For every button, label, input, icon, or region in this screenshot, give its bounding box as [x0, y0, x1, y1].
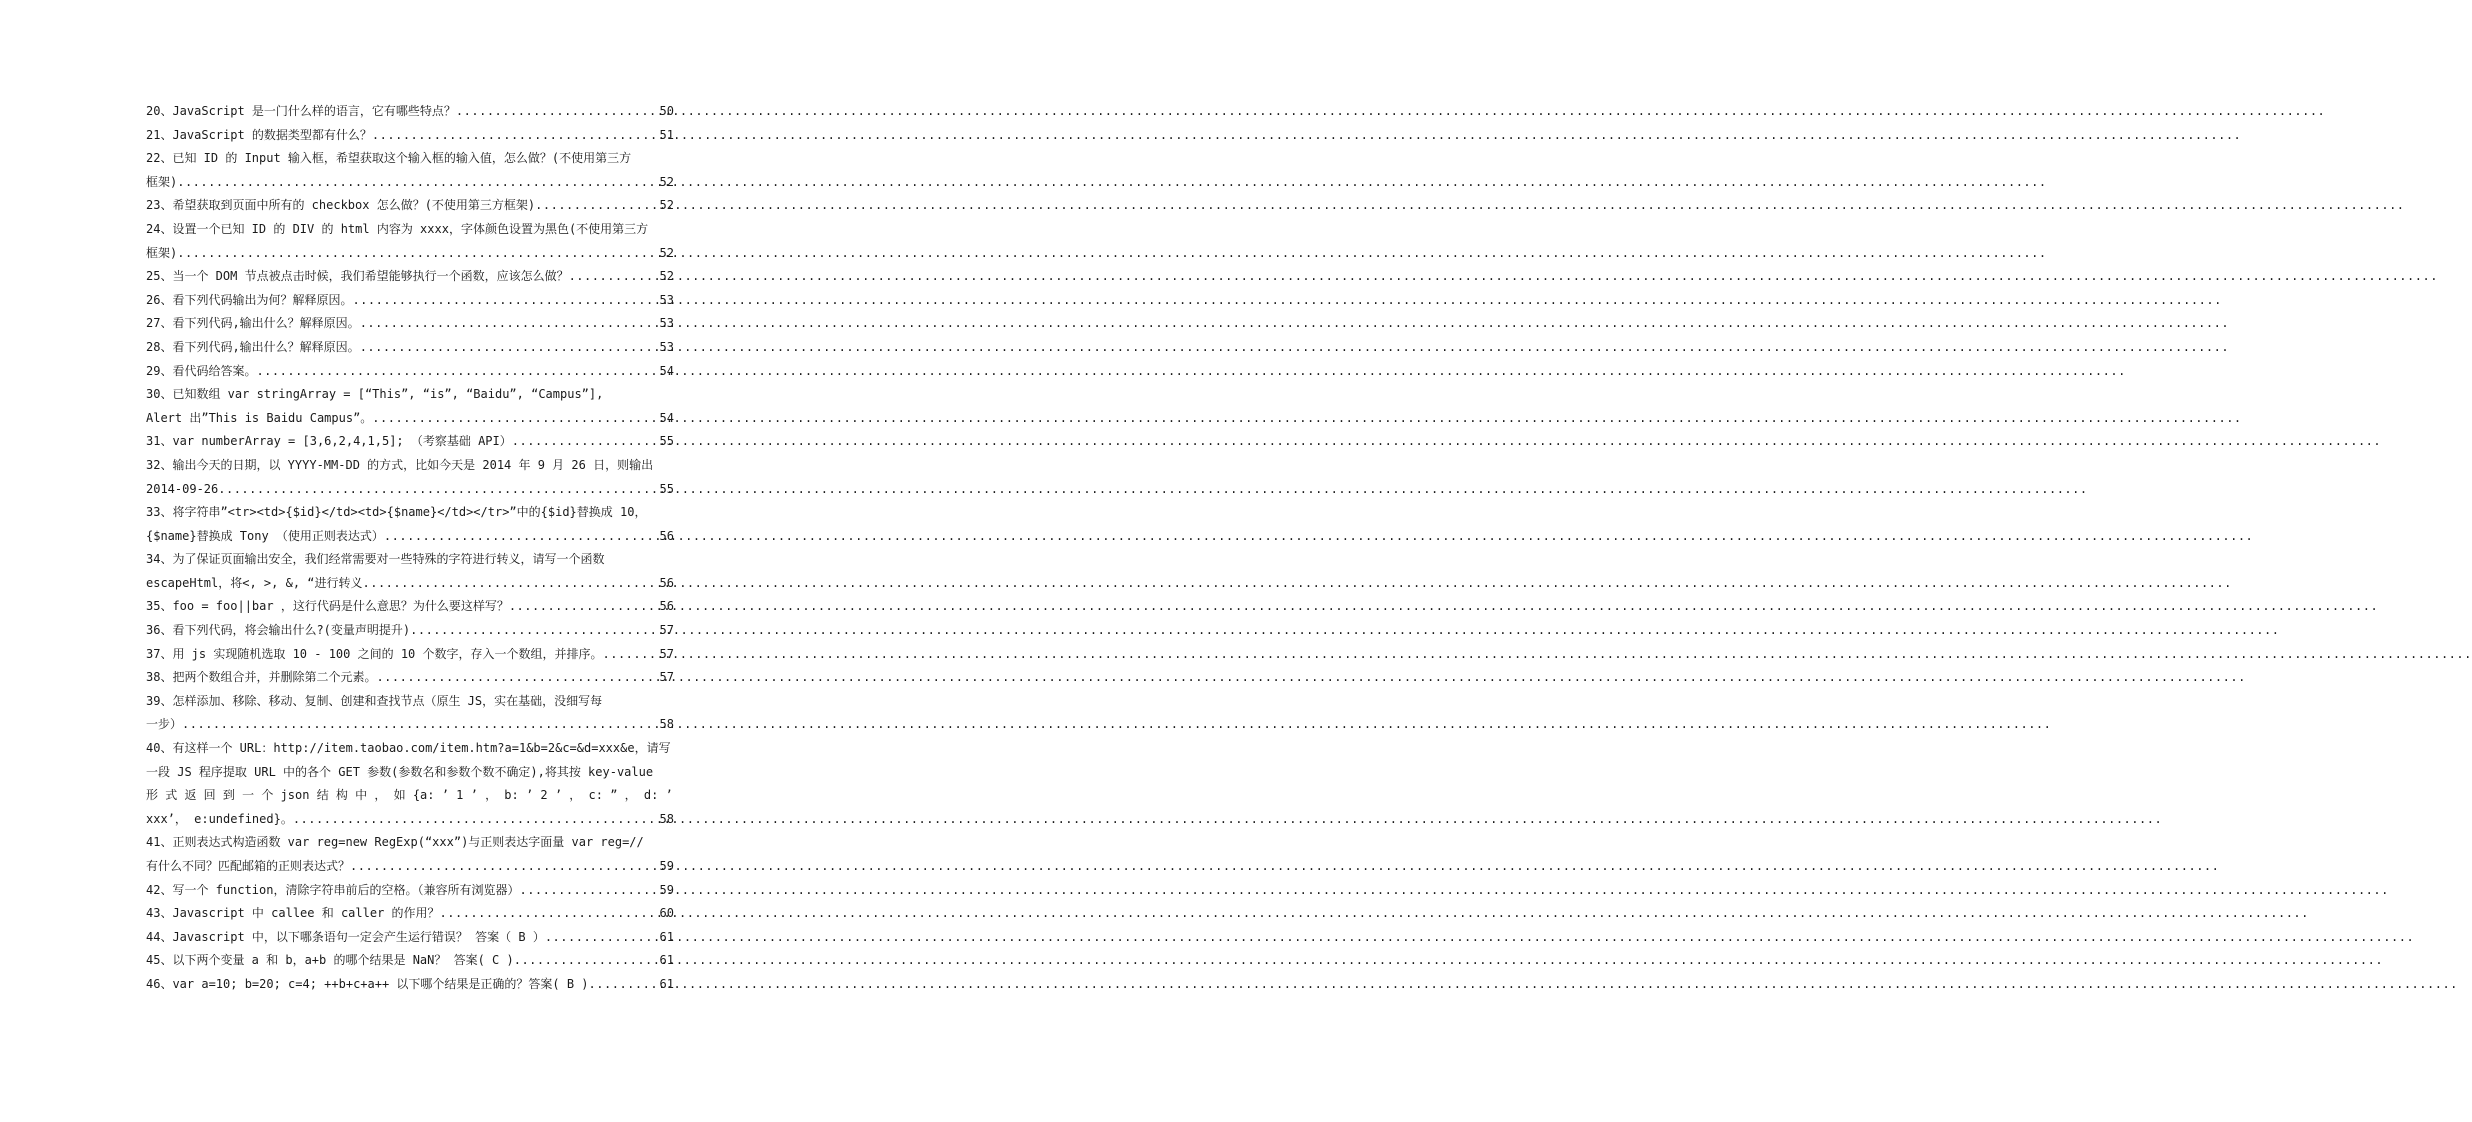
toc-entry[interactable] [146, 265, 674, 289]
toc-entry-text: 27、看下列代码,输出什么？解释原因。 [146, 316, 360, 331]
toc-entry-text: 20、JavaScript 是一门什么样的语言，它有哪些特点？ [146, 104, 456, 118]
toc-entry-text: 21、JavaScript 的数据类型都有什么？ [146, 127, 372, 142]
toc-entry-text: 26、看下列代码输出为何？解释原因。 [146, 292, 353, 307]
toc-entry[interactable] [146, 383, 674, 430]
toc-page-number: 56 [659, 599, 674, 614]
toc-entry[interactable] [146, 336, 674, 360]
toc-entry-text: 25、当一个 DOM 节点被点击时候，我们希望能够执行一个函数，应该怎么做？ [146, 269, 569, 284]
dot-leader [360, 336, 658, 360]
dot-leader [218, 478, 657, 502]
toc-entry[interactable] [146, 194, 674, 218]
toc-entry[interactable] [146, 973, 674, 997]
toc-entry-text: 框架) [146, 245, 178, 260]
toc-entry[interactable] [146, 902, 674, 926]
dot-leader [535, 194, 657, 218]
toc-page-number: 58 [659, 717, 674, 732]
toc-entry-text: 23、希望获取到页面中所有的 checkbox 怎么做？(不使用第三方框架) [146, 198, 536, 213]
dot-leader [569, 265, 658, 289]
toc-page-number: 56 [659, 528, 674, 543]
toc-entry-text: 45、以下两个变量 a 和 b，a+b 的哪个结果是 NaN？ 答案( C ) [146, 953, 514, 968]
toc-page-number: 60 [659, 906, 674, 921]
toc-entry[interactable] [146, 100, 674, 124]
dot-leader [589, 973, 658, 997]
toc-page-number: 52 [659, 269, 674, 284]
toc-entry-text: {$name}替换成 Tony （使用正则表达式） [146, 528, 384, 543]
toc-entry-text: 41、正则表达式构造函数 var reg=new RegExp(“xxx”)与正则表达字面量 var reg=// [146, 835, 644, 850]
toc-page-number: 59 [659, 859, 674, 873]
dot-leader [177, 242, 657, 266]
toc-entry[interactable] [146, 831, 674, 878]
toc-entry-text: 28、看下列代码,输出什么？解释原因。 [146, 339, 360, 354]
toc-page-number: 55 [659, 481, 674, 496]
toc-page-number: 52 [659, 245, 674, 260]
toc-entry-text: 39、怎样添加、移除、移动、复制、创建和查找节点（原生 JS，实在基础，没细写每 [146, 693, 603, 708]
dot-leader [352, 289, 657, 313]
toc-entry-text: 30、已知数组 var stringArray = [“This”, “is”, “Baidu”, “Campus”], [146, 387, 604, 402]
toc-entry[interactable] [146, 124, 674, 148]
toc-entry-text: 2014-09-26 [146, 481, 219, 496]
toc-entry-text: 37、用 js 实现随机选取 10 - 100 之间的 10 个数字，存入一个数组，并排序。 [146, 646, 603, 661]
dot-leader [514, 949, 658, 973]
toc-page-number: 61 [659, 953, 674, 968]
toc-entry-text: 形 式 返 回 到 一 个 json 结 构 中 ， 如 {a: ’ 1 ’ ， b: ’ 2 ’ ， c: ” ， d: ’ [146, 788, 673, 803]
toc-page-number: 52 [659, 198, 674, 213]
dot-leader [456, 100, 658, 124]
dot-leader [410, 619, 657, 643]
toc-entry[interactable] [146, 926, 674, 950]
toc-entry[interactable] [146, 690, 674, 737]
dot-leader [512, 430, 658, 454]
toc-entry-text: xxx’， e:undefined}。 [146, 811, 293, 826]
toc-entry[interactable] [146, 454, 674, 501]
toc-entry-text: 42、写一个 function，清除字符串前后的空格。（兼容所有浏览器） [146, 882, 520, 897]
toc-entry[interactable] [146, 737, 674, 831]
toc-page-number: 58 [659, 811, 674, 826]
toc-entry[interactable] [146, 501, 674, 548]
toc-page-number: 53 [659, 292, 674, 307]
dot-leader [509, 595, 658, 619]
toc-entry-text: 33、将字符串”<tr><td>{$id}</td><td>{$name}</td></tr>”中的{$id}替换成 10， [146, 505, 647, 520]
toc-page-number: 61 [659, 976, 674, 991]
toc-entry-text: 43、Javascript 中 callee 和 caller 的作用？ [146, 906, 440, 921]
toc-page-number: 51 [659, 127, 674, 142]
toc-entry-text: 29、看代码给答案。 [146, 363, 257, 378]
toc-page-number: 56 [659, 575, 674, 590]
dot-leader [519, 879, 657, 903]
dot-leader [360, 312, 658, 336]
toc-page-number: 57 [659, 646, 674, 661]
dot-leader [376, 666, 657, 690]
toc-entry-text: 24、设置一个已知 ID 的 DIV 的 html 内容为 xxxx，字体颜色设置为黑色(不使用第三方 [146, 221, 649, 236]
dot-leader [293, 808, 658, 832]
toc-entry-text: Alert 出”This is Baidu Campus”。 [146, 410, 373, 425]
dot-leader [372, 124, 658, 148]
toc-entry-text: 框架) [146, 174, 178, 189]
toc-entry[interactable] [146, 619, 674, 643]
dot-leader [545, 926, 658, 950]
toc-entry[interactable] [146, 430, 674, 454]
toc-page-number: 59 [659, 882, 674, 897]
dot-leader [603, 643, 658, 667]
toc-entry[interactable] [146, 595, 674, 619]
toc-entry-text: 40、有这样一个 URL：http://item.taobao.com/item.htm?a=1&b=2&c=&d=xxx&e，请写 [146, 741, 671, 756]
toc-page-number: 57 [659, 670, 674, 685]
toc-entry-text: 44、Javascript 中，以下哪条语句一定会产生运行错误？ 答案（ B ） [146, 929, 545, 944]
toc-page-number: 54 [659, 363, 674, 378]
toc-entry[interactable] [146, 289, 674, 313]
dot-leader [177, 171, 657, 195]
toc-entry-text: 有什么不同？匹配邮箱的正则表达式？ [146, 859, 351, 873]
toc-entry-text: 35、foo = foo||bar ，这行代码是什么意思？为什么要这样写？ [146, 599, 509, 614]
toc-entry[interactable] [146, 666, 674, 690]
dot-leader [350, 855, 658, 879]
toc-page-number: 61 [659, 929, 674, 944]
toc-entry[interactable] [146, 360, 674, 384]
toc-entry[interactable] [146, 548, 674, 595]
toc-entry-text: 32、输出今天的日期，以 YYYY-MM-DD 的方式，比如今天是 2014 年 9 月 26 日，则输出 [146, 457, 654, 472]
toc-page-number: 53 [659, 339, 674, 354]
toc-page-number: 50 [659, 104, 674, 118]
toc-entry-text: 38、把两个数组合并，并删除第二个元素。 [146, 670, 377, 685]
toc-entry[interactable] [146, 147, 674, 194]
dot-leader [363, 572, 658, 596]
toc-entry[interactable] [146, 879, 674, 903]
dot-leader [256, 360, 657, 384]
table-of-contents [146, 100, 674, 997]
toc-entry-text: 34、为了保证页面输出安全，我们经常需要对一些特殊的字符进行转义，请写一个函数 [146, 552, 605, 567]
toc-page-number: 57 [659, 623, 674, 638]
toc-entry-text: 一段 JS 程序提取 URL 中的各个 GET 参数(参数名和参数个数不确定),将其按 key-value [146, 764, 654, 779]
toc-entry[interactable] [146, 218, 674, 265]
dot-leader [182, 713, 658, 737]
dot-leader [384, 525, 658, 549]
toc-entry-text: 一步） [146, 717, 183, 732]
dot-leader [440, 902, 658, 926]
toc-page-number: 54 [659, 410, 674, 425]
toc-entry-text: 46、var a=10; b=20; c=4; ++b+c+a++ 以下哪个结果是正确的？答案( B ) [146, 976, 589, 991]
toc-entry[interactable] [146, 312, 674, 336]
dot-leader [372, 407, 657, 431]
toc-entry-text: 31、var numberArray = [3,6,2,4,1,5]; （考察基础 API） [146, 434, 512, 449]
toc-page-number: 53 [659, 316, 674, 331]
toc-entry[interactable] [146, 949, 674, 973]
toc-page-number: 55 [659, 434, 674, 449]
toc-entry[interactable] [146, 643, 674, 667]
toc-entry-text: 22、已知 ID 的 Input 输入框，希望获取这个输入框的输入值，怎么做？(不使用第三方 [146, 151, 632, 166]
toc-page-number: 52 [659, 174, 674, 189]
toc-entry-text: escapeHtml，将<, >, &, “进行转义 [146, 575, 363, 590]
toc-entry-text: 36、看下列代码，将会输出什么?(变量声明提升) [146, 623, 411, 638]
